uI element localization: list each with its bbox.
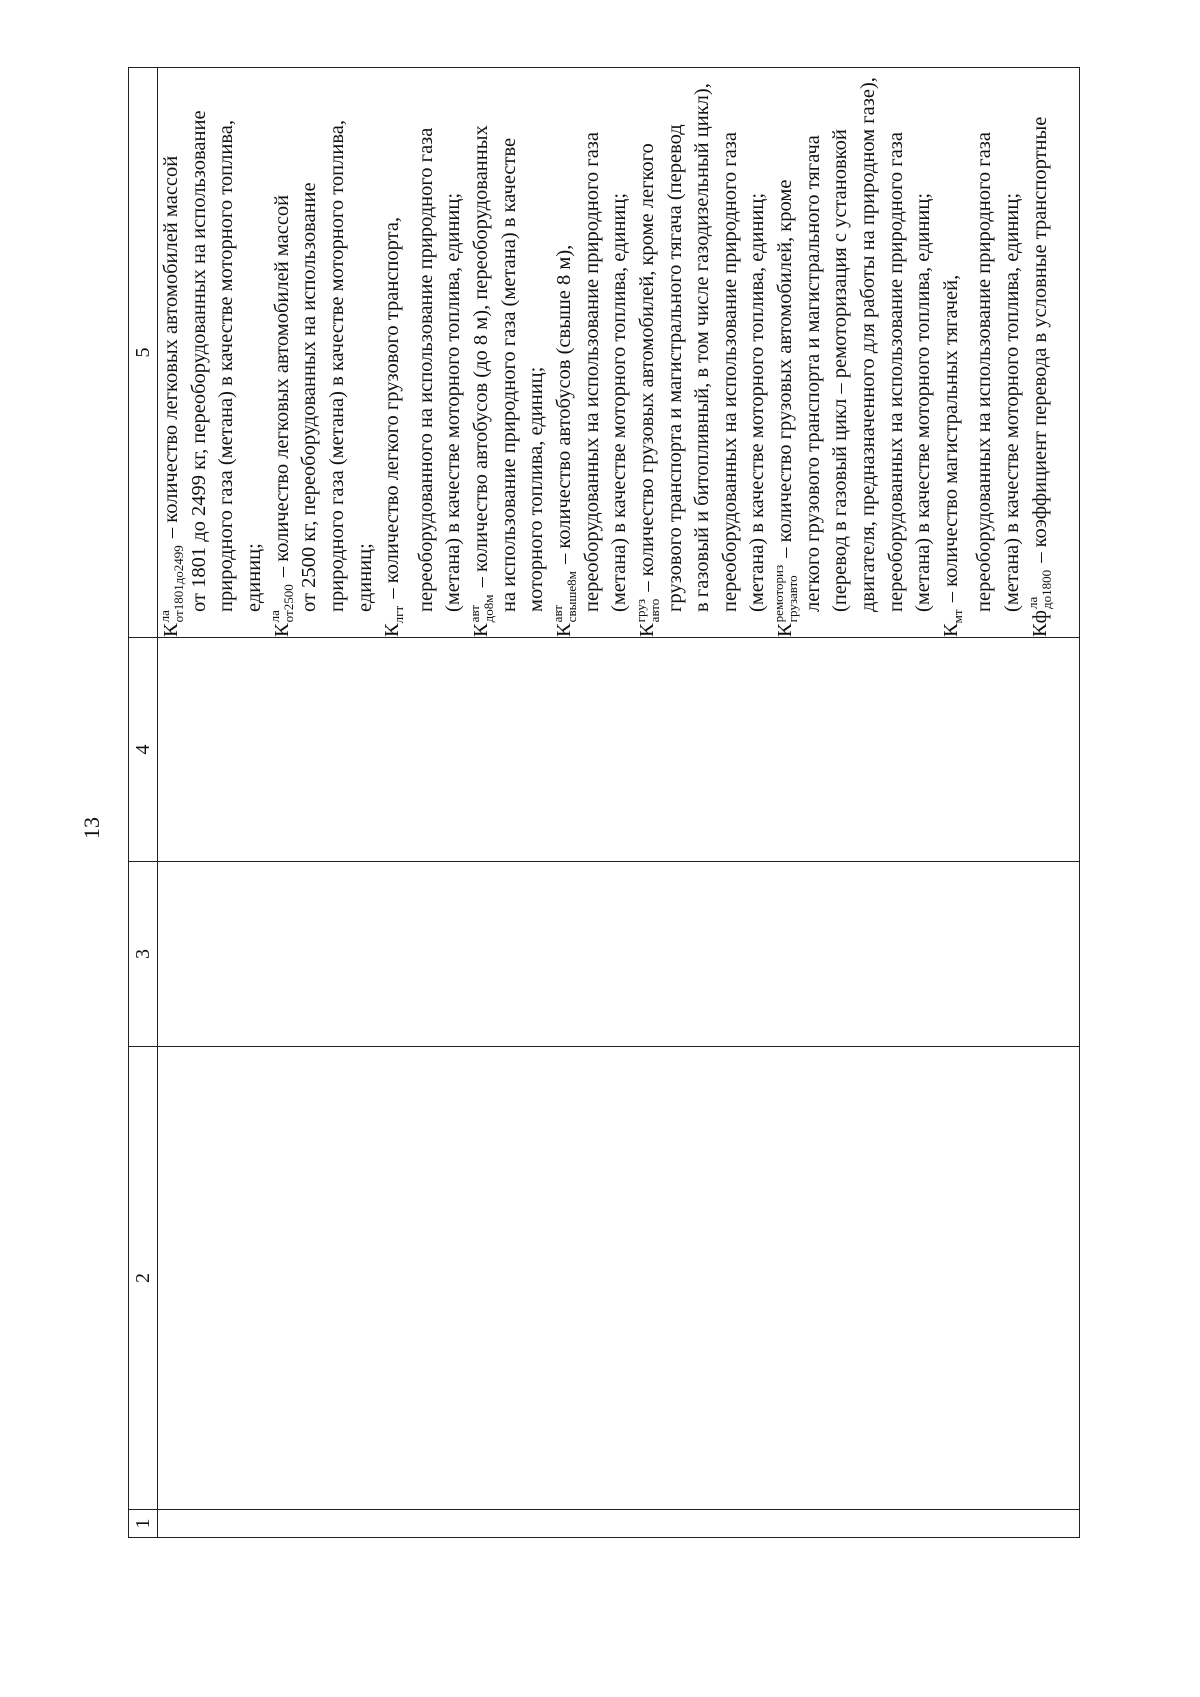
definition-continuation-line: (метана) в качестве моторного топлива, единиц; xyxy=(442,192,465,612)
definition-first-line xyxy=(551,68,579,637)
symbol-subscript: до8м xyxy=(480,594,496,623)
definition-symbol: К xyxy=(160,623,182,637)
definition-continuation-line: природного газа (метана) в качестве моторного топлива, xyxy=(215,120,238,612)
definition-symbol: К xyxy=(635,623,658,637)
definition-entry xyxy=(158,68,269,637)
definition-text: – количество грузовых автомобилей, кроме xyxy=(774,179,797,563)
definition-continuation-line: единиц; xyxy=(242,543,265,612)
symbol-subscript: мт xyxy=(949,609,965,624)
definition-text: – количество грузовых автомобилей, кроме легкого xyxy=(635,143,658,597)
symbol-subscript: до1800 xyxy=(1039,569,1055,610)
definition-symbol: К xyxy=(270,623,293,637)
definition-first-line xyxy=(468,68,496,637)
symbol-subscript: авто xyxy=(646,598,662,623)
definitions-list xyxy=(158,68,1054,637)
symbol-indices xyxy=(268,584,295,622)
definition-continuation-line: легкого грузового транспорта и магистрального тягача xyxy=(801,135,824,612)
symbol-superscript: авт xyxy=(549,605,565,623)
symbol-superscript: груз xyxy=(632,599,648,623)
definition-first-line xyxy=(938,68,972,637)
header-row xyxy=(129,68,158,1538)
definition-continuation-line: переоборудованных на использование природного газа xyxy=(718,132,741,612)
symbol-superscript: авт xyxy=(466,605,482,623)
symbol-indices xyxy=(634,599,661,623)
definition-first-line xyxy=(379,68,413,637)
table-container xyxy=(128,68,1080,1538)
definition-text: – количество магистральных тягачей, xyxy=(939,274,962,608)
symbol-superscript: ла xyxy=(1025,596,1041,610)
definition-text: – количество автобусов (свыше 8 м), xyxy=(552,244,575,570)
symbol-superscript: ла xyxy=(156,610,172,623)
definition-continuation-line: (метана) в качестве моторного топлива, единиц; xyxy=(608,192,631,612)
header-cell-1: 1 xyxy=(129,1510,158,1538)
symbol-indices xyxy=(468,594,495,622)
definition-continuation-line: переоборудованных на использование природного газа xyxy=(580,132,603,612)
symbol-indices xyxy=(551,571,578,622)
definition-continuation-line: переоборудованных на использование природного газа xyxy=(973,132,996,612)
definition-continuation-line: (метана) в качестве моторного топлива, единиц; xyxy=(1001,192,1024,612)
symbol-indices xyxy=(772,565,799,622)
definition-continuation-line: единиц; xyxy=(353,543,376,612)
body-cell-2 xyxy=(158,1047,1080,1510)
definition-symbol: К xyxy=(552,623,575,637)
body-cell-1 xyxy=(158,1510,1080,1538)
definition-first-line xyxy=(1027,68,1055,637)
definition-symbol: К xyxy=(774,623,797,637)
definition-continuation-line: (метана) в качестве моторного топлива, единиц; xyxy=(912,192,935,612)
definition-text: – количество легковых автомобилей массой xyxy=(270,194,293,583)
symbol-subscript: свыше8м xyxy=(563,571,579,623)
definition-continuation-line: на использование природного газа (метана) в качестве xyxy=(497,137,520,612)
symbol-indices xyxy=(158,545,185,622)
definition-symbol: К xyxy=(939,623,962,637)
definition-continuation-line: переоборудованных на использование природного газа xyxy=(884,132,907,612)
definition-entry xyxy=(269,68,380,637)
definition-continuation-line: (перевод в газовый цикл – ремоторизация с установкой xyxy=(829,129,852,612)
body-cell-5 xyxy=(158,68,1080,638)
rotated-table xyxy=(128,68,1080,1538)
header-cell-3: 3 xyxy=(129,862,158,1047)
header-cell-2: 2 xyxy=(129,1047,158,1510)
definition-entry xyxy=(772,68,938,637)
symbol-superscript: ла xyxy=(267,610,283,623)
symbol-subscript: лгт xyxy=(391,605,407,624)
definition-entry xyxy=(379,68,468,637)
symbol-subscript: грузавто xyxy=(784,575,800,623)
definition-text: – количество легкого грузового транспорта, xyxy=(381,216,404,604)
definition-first-line xyxy=(634,68,662,637)
symbol-subscript: от1801до2499 xyxy=(170,545,186,623)
header-cell-4: 4 xyxy=(129,638,158,862)
definition-entry xyxy=(1027,68,1055,637)
definition-continuation-line: природного газа (метана) в качестве моторного топлива, xyxy=(325,120,348,612)
definition-entry xyxy=(468,68,551,637)
definition-first-line xyxy=(269,68,297,637)
header-cell-5: 5 xyxy=(129,68,158,638)
data-table xyxy=(128,67,1080,1538)
symbol-superscript: ремоториз xyxy=(770,564,786,623)
body-cell-4 xyxy=(158,638,1080,862)
symbol-subscript: от2500 xyxy=(281,584,297,623)
body-cell-3 xyxy=(158,862,1080,1047)
body-row xyxy=(158,68,1080,1538)
definition-continuation-line: переоборудованного на использование природного газа xyxy=(414,127,437,612)
page-number: 13 xyxy=(79,817,104,839)
definition-continuation-line: двигателя, предназначенного для работы на природном газе), xyxy=(857,77,880,612)
definition-first-line xyxy=(158,68,186,637)
definition-first-line xyxy=(772,68,800,637)
definition-symbol: Кф xyxy=(1028,610,1051,637)
definition-continuation-line: моторного топлива, единиц; xyxy=(525,366,548,612)
definition-continuation-line: от 2500 кг, переоборудованных на использование xyxy=(298,182,321,612)
definition-symbol: К xyxy=(469,623,492,637)
definition-continuation-line: грузового транспорта и магистрального тягача (перевод xyxy=(663,124,686,612)
definition-entry xyxy=(634,68,772,637)
definition-text: – количество автобусов (до 8 м), переоборудованных xyxy=(469,125,492,593)
definition-text: – количество легковых автомобилей массой xyxy=(160,155,182,544)
definition-text: – коэффициент перевода в условные транспортные xyxy=(1028,116,1051,568)
definition-symbol: К xyxy=(381,623,404,637)
definition-continuation-line: (метана) в качестве моторного топлива, единиц; xyxy=(746,192,769,612)
symbol-indices xyxy=(1026,570,1053,609)
definition-continuation-line: в газовый и битопливный, в том числе газодизельный цикл), xyxy=(691,83,714,612)
definition-entry xyxy=(551,68,634,637)
definition-continuation-line: от 1801 до 2499 кг, переоборудованных на использование xyxy=(187,110,210,612)
definition-entry xyxy=(938,68,1027,637)
